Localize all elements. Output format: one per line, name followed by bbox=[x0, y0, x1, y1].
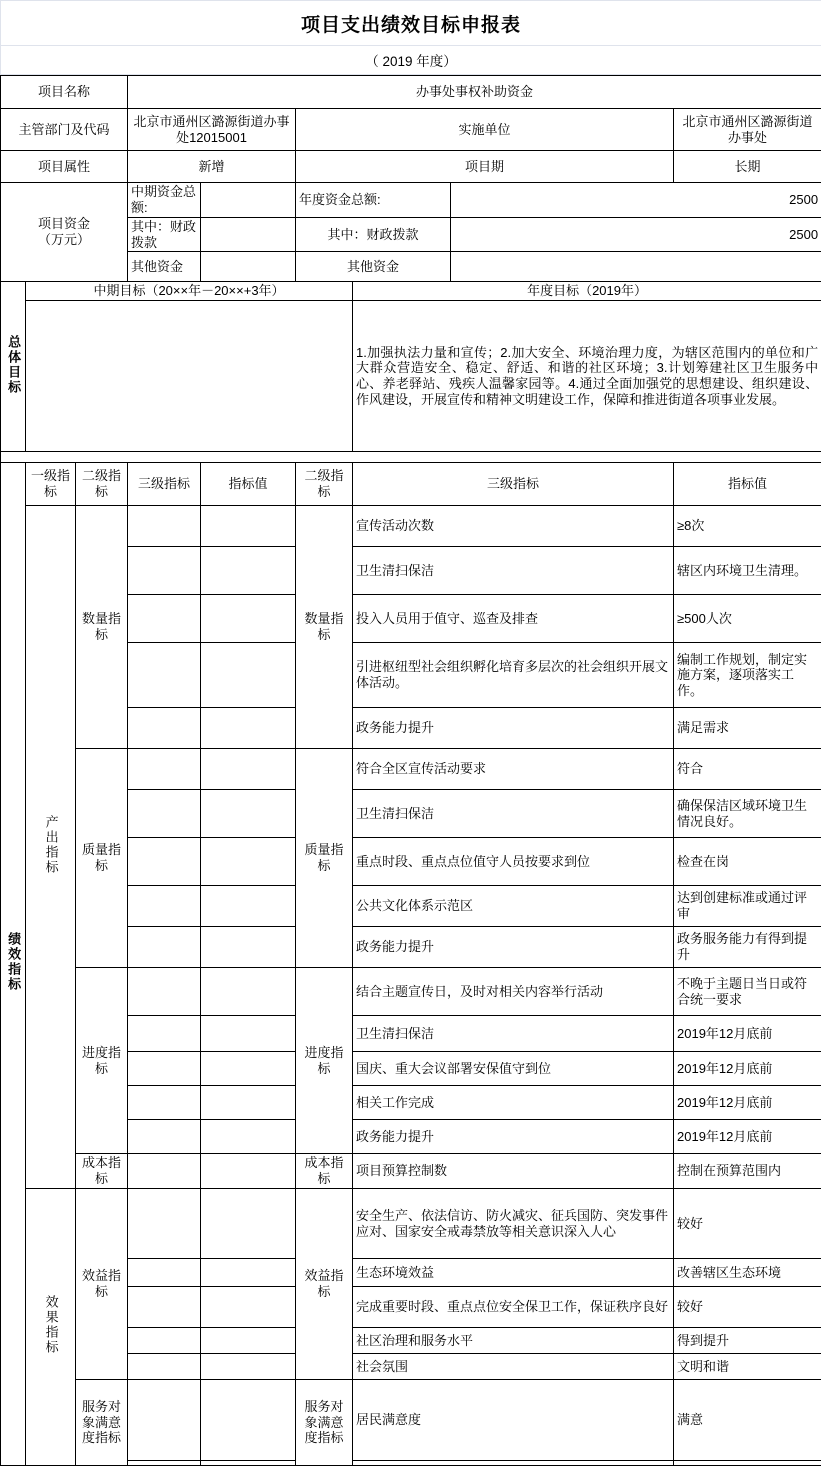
cell-level3-left-empty bbox=[128, 1016, 201, 1052]
cell-value-left-empty bbox=[201, 790, 296, 838]
value-annual-fiscal: 2500 bbox=[451, 217, 821, 252]
value-department: 北京市通州区潞源街道办事处12015001 bbox=[128, 109, 296, 151]
cell-level3-right: 政务能力提升 bbox=[353, 1120, 674, 1154]
label-midterm-fiscal: 其中：财政拨款 bbox=[128, 217, 201, 252]
cell-level3-right-filler bbox=[353, 1461, 674, 1466]
cell-value-right: 满意 bbox=[674, 1380, 821, 1461]
cell-level2-left-progress: 进度指标 bbox=[76, 968, 128, 1154]
cell-level3-right: 重点时段、重点点位值守人员按要求到位 bbox=[353, 838, 674, 886]
header-level2-left: 二级指标 bbox=[76, 463, 128, 506]
page-subtitle: （ 2019 年度） bbox=[1, 46, 821, 75]
cell-level3-left-empty bbox=[128, 838, 201, 886]
cell-value-left-empty bbox=[201, 886, 296, 927]
cell-level3-right: 相关工作完成 bbox=[353, 1086, 674, 1120]
cell-value-left-empty bbox=[201, 1154, 296, 1189]
cell-level1-output: 产出指标 bbox=[26, 506, 76, 1189]
cell-level3-left-empty bbox=[128, 643, 201, 708]
value-midterm-other bbox=[201, 252, 296, 282]
table-row bbox=[1, 506, 821, 547]
header-midterm-goal: 中期目标（20××年－20××+3年） bbox=[26, 282, 353, 301]
cell-level2-right-progress: 进度指标 bbox=[296, 968, 353, 1154]
cell-value-right: 2019年12月底前 bbox=[674, 1052, 821, 1086]
cell-level3-left-empty bbox=[128, 506, 201, 547]
value-implementation-unit: 北京市通州区潞源街道办事处 bbox=[674, 109, 821, 151]
header-level2-right: 二级指标 bbox=[296, 463, 353, 506]
table-row bbox=[1, 968, 821, 1016]
cell-value-left-empty bbox=[201, 749, 296, 790]
cell-level3-right: 社区治理和服务水平 bbox=[353, 1328, 674, 1354]
cell-value-left-empty bbox=[201, 1120, 296, 1154]
cell-value-right: 2019年12月底前 bbox=[674, 1086, 821, 1120]
cell-level2-right-cost: 成本指标 bbox=[296, 1154, 353, 1189]
cell-value-right: 确保保洁区域环境卫生情况良好。 bbox=[674, 790, 821, 838]
cell-level3-left-empty bbox=[128, 1086, 201, 1120]
row-overall-goal-body bbox=[1, 301, 821, 452]
value-project-period: 长期 bbox=[674, 151, 821, 183]
cell-value-left-empty bbox=[201, 1328, 296, 1354]
cell-level3-right: 社会氛围 bbox=[353, 1354, 674, 1380]
cell-value-right: ≥500人次 bbox=[674, 595, 821, 643]
label-project-period: 项目期 bbox=[296, 151, 674, 183]
cell-level3-left-empty bbox=[128, 1120, 201, 1154]
cell-value-left-empty bbox=[201, 708, 296, 749]
row-department bbox=[1, 109, 821, 151]
cell-level3-left-empty bbox=[128, 1287, 201, 1328]
cell-level3-right: 国庆、重大会议部署安保值守到位 bbox=[353, 1052, 674, 1086]
cell-value-right: 较好 bbox=[674, 1189, 821, 1259]
cell-level2-right-benefit: 效益指标 bbox=[296, 1189, 353, 1380]
cell-level3-right: 安全生产、依法信访、防火减灾、征兵国防、突发事件应对、国家安全戒毒禁放等相关意识深入人心 bbox=[353, 1189, 674, 1259]
cell-level3-right: 项目预算控制数 bbox=[353, 1154, 674, 1189]
cell-level3-left-empty bbox=[128, 708, 201, 749]
label-midterm-total: 中期资金总额: bbox=[128, 183, 201, 218]
value-project-name: 办事处事权补助资金 bbox=[128, 76, 821, 109]
cell-value-right: 得到提升 bbox=[674, 1328, 821, 1354]
cell-value-right: 2019年12月底前 bbox=[674, 1120, 821, 1154]
cell-value-right: ≥8次 bbox=[674, 506, 821, 547]
value-annual-other bbox=[451, 252, 821, 282]
cell-level3-right: 符合全区宣传活动要求 bbox=[353, 749, 674, 790]
header-level3-left: 三级指标 bbox=[128, 463, 201, 506]
cell-level3-right: 结合主题宣传日，及时对相关内容举行活动 bbox=[353, 968, 674, 1016]
cell-level3-left-empty bbox=[128, 547, 201, 595]
cell-value-right: 2019年12月底前 bbox=[674, 1016, 821, 1052]
cell-level2-left-cost: 成本指标 bbox=[76, 1154, 128, 1189]
cell-value-left-empty bbox=[201, 1259, 296, 1287]
label-project-funds bbox=[1, 183, 128, 282]
cell-level3-left-empty bbox=[128, 749, 201, 790]
header-level1: 一级指标 bbox=[26, 463, 76, 506]
cell-level3-right: 卫生清扫保洁 bbox=[353, 1016, 674, 1052]
value-midterm-fiscal bbox=[201, 217, 296, 252]
cell-value-right: 编制工作规划，制定实施方案，逐项落实工作。 bbox=[674, 643, 821, 708]
label-midterm-other: 其他资金 bbox=[128, 252, 201, 282]
cell-value-left-empty bbox=[201, 927, 296, 968]
cell-value-left-empty bbox=[201, 1052, 296, 1086]
cell-level3-left-empty bbox=[128, 1052, 201, 1086]
label-performance-indicators: 绩效指标 bbox=[1, 463, 26, 1466]
cell-level2-right-satisfaction: 服务对象满意度指标 bbox=[296, 1380, 353, 1466]
cell-level3-left-empty bbox=[128, 1259, 201, 1287]
cell-level3-right: 卫生清扫保洁 bbox=[353, 547, 674, 595]
cell-value-right: 不晚于主题日当日或符合统一要求 bbox=[674, 968, 821, 1016]
row-project-attribute bbox=[1, 151, 821, 183]
cell-level3-right: 引进枢纽型社会组织孵化培育多层次的社会组织开展文体活动。 bbox=[353, 643, 674, 708]
cell-level2-left-quality: 质量指标 bbox=[76, 749, 128, 968]
cell-value-right: 满足需求 bbox=[674, 708, 821, 749]
cell-level2-left-benefit: 效益指标 bbox=[76, 1189, 128, 1380]
cell-value-right: 符合 bbox=[674, 749, 821, 790]
cell-level3-left-empty bbox=[128, 927, 201, 968]
row-funds-1 bbox=[1, 183, 821, 218]
spacer-left bbox=[1, 452, 26, 463]
cell-level3-right: 完成重要时段、重点点位安全保卫工作，保证秩序良好 bbox=[353, 1287, 674, 1328]
table-row bbox=[1, 1154, 821, 1189]
cell-value-right: 辖区内环境卫生清理。 bbox=[674, 547, 821, 595]
cell-value-left-empty bbox=[201, 595, 296, 643]
cell-value-left-empty bbox=[201, 506, 296, 547]
label-project-funds-line1: 项目资金 bbox=[4, 216, 124, 232]
cell-level3-right: 公共文化体系示范区 bbox=[353, 886, 674, 927]
text-annual-goal: 1.加强执法力量和宣传；2.加大安全、环境治理力度，为辖区范围内的单位和广大群众营造安全、稳定、舒适、和谐的社区环境；3.计划筹建社区卫生服务中心、养老驿站、残疾人温馨家园等。4.通过全面加强党的思想建设、组织建设、作风建设，开展宣传和精神文明建设工作，保障和推进街道各项事业发展。 bbox=[353, 301, 821, 452]
row-indicator-headers bbox=[1, 463, 821, 506]
label-annual-other: 其他资金 bbox=[296, 252, 451, 282]
cell-value-right: 改善辖区生态环境 bbox=[674, 1259, 821, 1287]
value-project-attribute: 新增 bbox=[128, 151, 296, 183]
cell-value-right-filler bbox=[674, 1461, 821, 1466]
cell-level2-left-satisfaction: 服务对象满意度指标 bbox=[76, 1380, 128, 1466]
table-row bbox=[1, 749, 821, 790]
cell-value-left-empty bbox=[201, 1461, 296, 1466]
value-annual-total: 2500 bbox=[451, 183, 821, 218]
cell-value-right: 检查在岗 bbox=[674, 838, 821, 886]
cell-value-left-empty bbox=[201, 1354, 296, 1380]
label-project-attribute: 项目属性 bbox=[1, 151, 128, 183]
table-row bbox=[1, 1380, 821, 1461]
cell-value-left-empty bbox=[201, 838, 296, 886]
cell-level3-right: 生态环境效益 bbox=[353, 1259, 674, 1287]
label-department: 主管部门及代码 bbox=[1, 109, 128, 151]
cell-level3-left-empty bbox=[128, 1354, 201, 1380]
cell-level2-right-quality: 质量指标 bbox=[296, 749, 353, 968]
cell-value-right: 文明和谐 bbox=[674, 1354, 821, 1380]
cell-value-left-empty bbox=[201, 968, 296, 1016]
text-midterm-goal bbox=[26, 301, 353, 452]
table-row bbox=[1, 1189, 821, 1259]
cell-level3-left-empty bbox=[128, 968, 201, 1016]
row-project-name bbox=[1, 76, 821, 109]
cell-level3-right: 政务能力提升 bbox=[353, 927, 674, 968]
cell-level3-right: 卫生清扫保洁 bbox=[353, 790, 674, 838]
label-project-funds-line2: （万元） bbox=[4, 232, 124, 248]
cell-value-right: 控制在预算范围内 bbox=[674, 1154, 821, 1189]
header-value-left: 指标值 bbox=[201, 463, 296, 506]
cell-value-right: 达到创建标准或通过评审 bbox=[674, 886, 821, 927]
label-annual-total: 年度资金总额: bbox=[296, 183, 451, 218]
cell-level3-right: 宣传活动次数 bbox=[353, 506, 674, 547]
spacer-right bbox=[26, 452, 821, 463]
header-value-right: 指标值 bbox=[674, 463, 821, 506]
row-overall-goal-header bbox=[1, 282, 821, 301]
cell-value-right: 政务服务能力有得到提升 bbox=[674, 927, 821, 968]
cell-level3-right: 居民满意度 bbox=[353, 1380, 674, 1461]
title-banner bbox=[0, 0, 821, 75]
cell-value-left-empty bbox=[201, 1380, 296, 1461]
cell-level3-left-empty bbox=[128, 1380, 201, 1461]
cell-level3-left-empty bbox=[128, 1328, 201, 1354]
label-overall-goal: 总体目标 bbox=[1, 282, 26, 452]
cell-level2-right-quantity: 数量指标 bbox=[296, 506, 353, 749]
cell-value-left-empty bbox=[201, 547, 296, 595]
header-level3-right: 三级指标 bbox=[353, 463, 674, 506]
label-annual-fiscal: 其中：财政拨款 bbox=[296, 217, 451, 252]
row-spacer bbox=[1, 452, 821, 463]
cell-level3-right: 政务能力提升 bbox=[353, 708, 674, 749]
cell-level3-left-empty bbox=[128, 886, 201, 927]
cell-level2-left-quantity: 数量指标 bbox=[76, 506, 128, 749]
cell-value-left-empty bbox=[201, 1016, 296, 1052]
page-title: 项目支出绩效目标申报表 bbox=[1, 1, 821, 46]
cell-level3-left-empty bbox=[128, 1189, 201, 1259]
cell-level1-effect: 效果指标 bbox=[26, 1189, 76, 1466]
cell-level3-right: 投入人员用于值守、巡查及排查 bbox=[353, 595, 674, 643]
value-midterm-total bbox=[201, 183, 296, 218]
cell-value-left-empty bbox=[201, 1287, 296, 1328]
cell-level3-left-empty bbox=[128, 1461, 201, 1466]
cell-level3-left-empty bbox=[128, 595, 201, 643]
cell-value-left-empty bbox=[201, 1086, 296, 1120]
cell-value-right: 较好 bbox=[674, 1287, 821, 1328]
main-form-table bbox=[0, 75, 821, 1466]
header-annual-goal: 年度目标（2019年） bbox=[353, 282, 821, 301]
cell-level3-left-empty bbox=[128, 790, 201, 838]
label-implementation-unit: 实施单位 bbox=[296, 109, 674, 151]
cell-level3-left-empty bbox=[128, 1154, 201, 1189]
cell-value-left-empty bbox=[201, 1189, 296, 1259]
label-project-name: 项目名称 bbox=[1, 76, 128, 109]
cell-value-left-empty bbox=[201, 643, 296, 708]
